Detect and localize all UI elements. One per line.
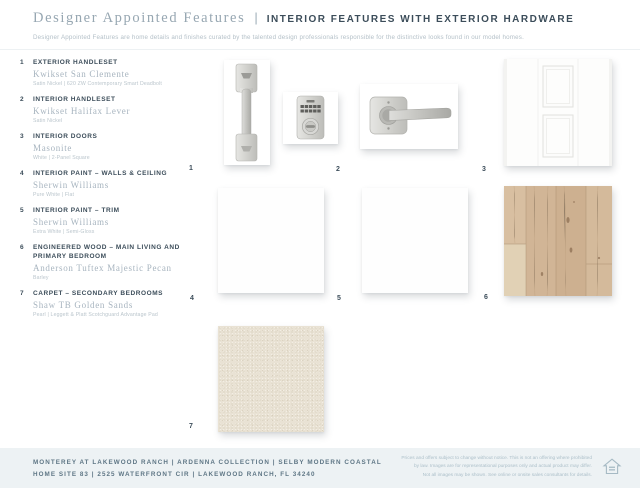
feature-product: Masonite: [33, 143, 73, 154]
feature-category: CARPET – SECONDARY BEDROOMS: [33, 289, 164, 297]
community-line-2: HOME SITE 83 | 2525 WATERFRONT CIR | LAKEWOOD RANCH, FL 34240: [33, 470, 316, 478]
feature-detail: Extra White | Semi-Gloss: [33, 228, 95, 235]
wood-plank-icon: [504, 186, 612, 296]
feature-detail: White | 2-Panel Square: [33, 154, 90, 161]
feature-detail: Pearl | Leggett & Platt Scotchguard Advantage Pad: [33, 311, 158, 318]
disclaimer-line-2: by law. Images are for representational purposes only and actual product may differ.: [413, 464, 592, 470]
feature-detail: Pure White | Flat: [33, 191, 75, 198]
footer: [0, 448, 640, 488]
keypad-deadbolt-icon: [283, 92, 338, 144]
feature-number: 1: [20, 59, 24, 66]
feature-category: INTERIOR HANDLESET: [33, 95, 116, 103]
extra-white-swatch: [362, 188, 468, 293]
engineered-wood-image: [504, 186, 612, 296]
interior-lever-image: [360, 84, 458, 149]
lever-handle-icon: [360, 84, 458, 149]
page-title: [33, 10, 574, 27]
title-separator: |: [254, 10, 258, 25]
list-item: [20, 169, 192, 198]
feature-category: ENGINEERED WOOD – MAIN LIVING AND PRIMARY BEDROOM: [33, 243, 180, 261]
page-title-serif: Designer Appointed Features: [33, 10, 246, 26]
feature-category: INTERIOR PAINT – WALLS & CEILING: [33, 169, 168, 177]
feature-number: 5: [20, 206, 24, 214]
list-item: [20, 206, 192, 235]
feature-detail: Satin Nickel | 620 ZW Contemporary Smart Deadbolt: [33, 80, 162, 87]
feature-product: Anderson Tuftex Majestic Pecan: [33, 263, 172, 274]
paint-walls-swatch: [218, 188, 324, 293]
handleset-icon: [224, 60, 270, 165]
feature-detail: Barley: [33, 274, 49, 281]
carpet-image: [218, 326, 324, 432]
page-title-caps: INTERIOR FEATURES WITH EXTERIOR HARDWARE: [266, 14, 575, 25]
gallery-number-7: 7: [189, 423, 193, 430]
feature-category: INTERIOR PAINT – TRIM: [33, 206, 120, 214]
feature-product: Kwikset Halifax Lever: [33, 106, 131, 117]
list-item: [20, 289, 192, 318]
feature-product: Kwikset San Clemente: [33, 69, 130, 80]
paint-trim-swatch: [362, 188, 468, 293]
gallery-number-6: 6: [484, 294, 488, 301]
feature-number: 2: [20, 95, 24, 103]
feature-category: INTERIOR DOORS: [33, 132, 98, 140]
two-panel-door-icon: [504, 59, 612, 166]
legal-disclaimer: [401, 455, 592, 480]
page-subtitle: Designer Appointed Features are home details and finishes curated by the talented design professionals responsible for the distinctive looks found in our model homes.: [33, 34, 525, 41]
gallery-number-1: 1: [189, 165, 193, 172]
feature-product: Sherwin Williams: [33, 180, 109, 191]
equal-housing-icon: [602, 457, 622, 477]
gallery-number-3: 3: [482, 166, 486, 173]
list-item: [20, 58, 192, 87]
feature-category: EXTERIOR HANDLESET: [33, 59, 118, 66]
feature-number: 4: [20, 169, 24, 177]
feature-product: Shaw TB Golden Sands: [33, 300, 134, 311]
gallery-number-5: 5: [337, 295, 341, 302]
golden-sands-carpet-swatch: [218, 326, 324, 432]
smart-deadbolt-image: [283, 92, 338, 144]
gallery-number-4: 4: [190, 295, 194, 302]
community-info: [33, 457, 382, 480]
feature-number: 7: [20, 289, 24, 297]
pure-white-swatch: [218, 188, 324, 293]
list-item: [20, 132, 192, 161]
feature-product: Sherwin Williams: [33, 217, 109, 228]
feature-list: [20, 58, 192, 326]
feature-number: 6: [20, 243, 24, 251]
list-item: [20, 243, 192, 281]
feature-detail: Satin Nickel: [33, 117, 63, 124]
disclaimer-line-3: Not all images may be shown. See online or onsite sales consultants for details.: [422, 472, 592, 478]
header: [0, 0, 640, 50]
list-item: [20, 95, 192, 124]
gallery-number-2: 2: [336, 166, 340, 173]
community-line-1: MONTEREY AT LAKEWOOD RANCH | ARDENNA COLLECTION | SELBY MODERN COASTAL: [33, 459, 382, 466]
feature-number: 3: [20, 132, 24, 140]
disclaimer-line-1: Prices and offers subject to change without notice. This is not an offering where prohibited: [401, 456, 592, 461]
exterior-handleset-image: [224, 60, 270, 165]
interior-door-image: [504, 59, 612, 166]
